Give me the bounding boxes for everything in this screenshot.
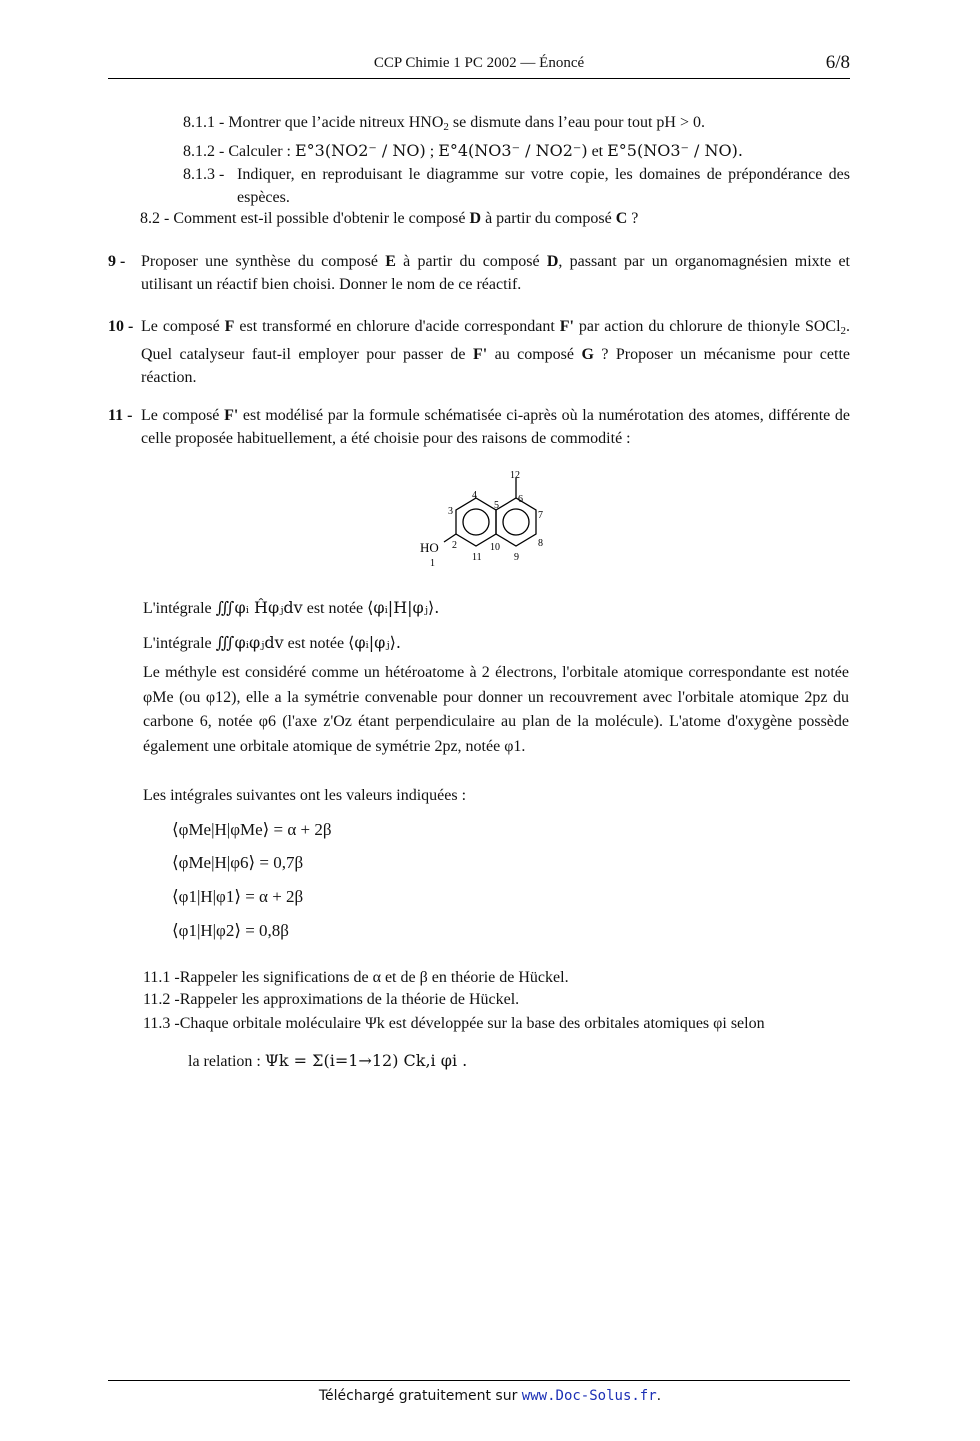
question-8-1-1: 8.1.1 - Montrer que l’acide nitreux $HNO_2$ se dismute dans l’eau pour tout pH > 0. [183,114,705,133]
equation-4: ⟨φ1|H|φ2⟩ = 0,8β [172,921,289,940]
question-number: 11.2 - [143,991,180,1008]
relation-formula: Ψk = Σ(i=1→12) Ck,i φi . [264,1051,468,1070]
question-11: 11 - Le composé F' est modélisé par la formule schématisée ci-après où la numérotation des atomes, différente de celle proposée habituellement, a été choisie pour des raisons de commodité : [108,404,850,450]
question-number: 8.1.1 - [183,114,225,131]
potential-e5: E°5(NO3⁻ / NO). [607,141,743,160]
question-9: 9 - Proposer une synthèse du composé E à partir du composé D, passant par un organomagnésien mixte et utilisant un réactif bien choisi. Donner le nom de ce réactif. [108,250,850,296]
atom-label-1: 1 [430,558,435,569]
naphthol-structure-diagram [410,468,560,578]
mo-expansion-relation: la relation : Ψk = Σ(i=1→12) Ck,i φi . [188,1051,468,1070]
atom-label-5: 5 [494,500,499,511]
question-number: 11 - [108,407,133,424]
question-8-1-3: 8.1.3 - Indiquer, en reproduisant le diagramme sur votre copie, les domaines de prépondérance des espèces. [183,163,850,209]
atom-label-2: 2 [452,540,457,551]
atom-label-11: 11 [472,552,482,563]
question-number: 8.1.3 - [183,166,225,183]
page-footer: Téléchargé gratuitement sur www.Doc-Solus.fr. [318,1388,662,1404]
question-number: 11.3 - [143,1015,180,1032]
question-number: 8.2 - [140,210,170,227]
equation-2: ⟨φMe|H|φ6⟩ = 0,7β [172,853,304,872]
atom-label-9: 9 [514,552,519,563]
integral-definition-2: L'intégrale ∭φᵢφⱼdv est notée ⟨φᵢ|φⱼ⟩. [143,633,401,652]
question-11-2: 11.2 -Rappeler les approximations de la théorie de Hückel. [143,991,520,1008]
atom-label-6: 6 [518,494,523,505]
atom-label-10: 10 [490,542,500,553]
atom-label-8: 8 [538,538,543,549]
atom-label-4: 4 [472,490,477,501]
question-11-3: 11.3 -Chaque orbitale moléculaire Ψk est développée sur la base des orbitales atomiques φi selon [143,1015,765,1032]
atom-label-7: 7 [538,510,543,521]
question-number: 8.1.2 - [183,143,225,160]
question-number: 11.1 - [143,969,180,986]
question-number: 10 - [108,318,134,335]
integral-definition-1: L'intégrale ∭φᵢ Ĥφⱼdv est notée ⟨φᵢ|H|φⱼ⟩. [143,598,440,617]
potential-e4: E°4(NO3⁻ / NO2⁻) [438,141,588,160]
page-header [108,52,850,79]
question-10: 10 - Le composé F est transformé en chlorure d'acide correspondant F' par action du chlorure de thionyle SOCl$_2$. Quel catalyseur faut-il employer pour passer de F' au composé G ? Proposer un mécanisme pour cette réaction. [108,315,850,389]
hydroxyl-label: HO [420,540,439,555]
footer-divider [108,1380,850,1381]
question-8-2: 8.2 - Comment est-il possible d'obtenir le composé D à partir du composé C ? [140,210,639,227]
question-8-1-2: 8.1.2 - Calculer : E°3(NO2⁻ / NO) ; E°4(NO3⁻ / NO2⁻) et E°5(NO3⁻ / NO). [183,141,743,160]
question-11-1: 11.1 -Rappeler les significations de α et de β en théorie de Hückel. [143,969,569,986]
methyl-paragraph: Le méthyle est considéré comme un hétéroatome à 2 électrons, l'orbitale atomique correspondante est notée φMe (ou φ12), elle a la symétrie convenable pour donner un recouvrement avec l'orbitale atomique 2pz du carbone 6, notée φ6 (l'axe z'Oz étant perpendiculaire au plan de la molécule). L'atome d'oxygène possède également une orbitale atomique de symétrie 2pz, notée φ1. [143,664,849,755]
ring-bonds [444,478,536,546]
atom-label-12: 12 [510,470,520,481]
doc-solus-link[interactable]: www.Doc-Solus.fr [521,1388,657,1404]
question-number: 9 - [108,253,126,270]
equation-1: ⟨φMe|H|φMe⟩ = α + 2β [172,820,332,839]
header-title: CCP Chimie 1 PC 2002 — Énoncé [373,55,585,71]
equation-3: ⟨φ1|H|φ1⟩ = α + 2β [172,887,304,906]
page-number: 6/8 [825,52,850,73]
atom-label-3: 3 [448,506,453,517]
potential-e3: E°3(NO2⁻ / NO) [294,141,426,160]
values-intro: Les intégrales suivantes ont les valeurs indiquées : [143,787,467,804]
